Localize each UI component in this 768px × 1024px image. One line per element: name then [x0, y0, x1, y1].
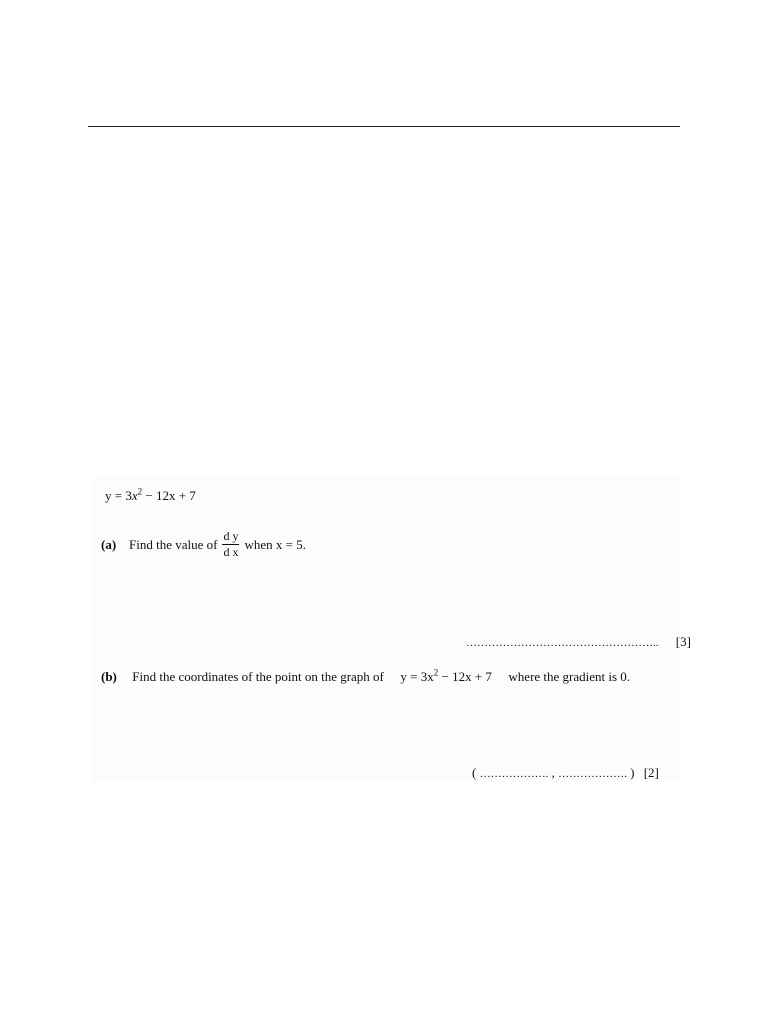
part-a-answer-dots[interactable]: ……………………………………………..: [466, 637, 659, 649]
part-b-text-before: Find the coordinates of the point on the graph of: [132, 669, 384, 684]
part-b-label: (b): [101, 669, 117, 684]
equation-lhs: y: [105, 488, 112, 503]
equation-exponent: 2: [137, 486, 143, 497]
equation: [105, 488, 196, 504]
part-b-equation-exponent: 2: [433, 667, 439, 678]
part-b-equation-lhs: y = 3x: [400, 669, 434, 684]
equation-equals: =: [114, 488, 123, 503]
part-a-answer-line: [466, 634, 691, 651]
fraction-numerator: d y: [223, 529, 239, 543]
equation-coef: 3: [125, 488, 132, 503]
part-b-equation-rest: − 12x + 7: [438, 669, 492, 684]
part-b-comma: ,: [551, 765, 555, 780]
part-b-question: [101, 669, 630, 685]
part-b-open-paren: (: [472, 765, 477, 780]
part-b-x-answer-dots[interactable]: ……………….: [479, 768, 549, 780]
part-a-label: (a): [101, 536, 117, 552]
part-b-answer-line: [472, 765, 659, 782]
equation-rest: − 12x + 7: [142, 488, 196, 503]
part-a-text-before: Find the value of: [129, 536, 218, 552]
header-rule: [88, 126, 680, 127]
fraction-denominator: d x: [223, 545, 239, 559]
part-b-marks: [2]: [643, 765, 659, 780]
part-b-y-answer-dots[interactable]: ……………….: [558, 768, 627, 780]
equation-var: x: [131, 488, 138, 503]
derivative-fraction: [222, 530, 239, 559]
part-a-text-after: when x = 5.: [244, 536, 306, 552]
part-a-question: [101, 530, 306, 559]
question-panel: [92, 477, 680, 782]
part-a-marks: [3]: [675, 634, 691, 649]
part-b-close-paren: ): [630, 765, 635, 780]
part-b-text-after: where the gradient is 0.: [508, 669, 631, 684]
